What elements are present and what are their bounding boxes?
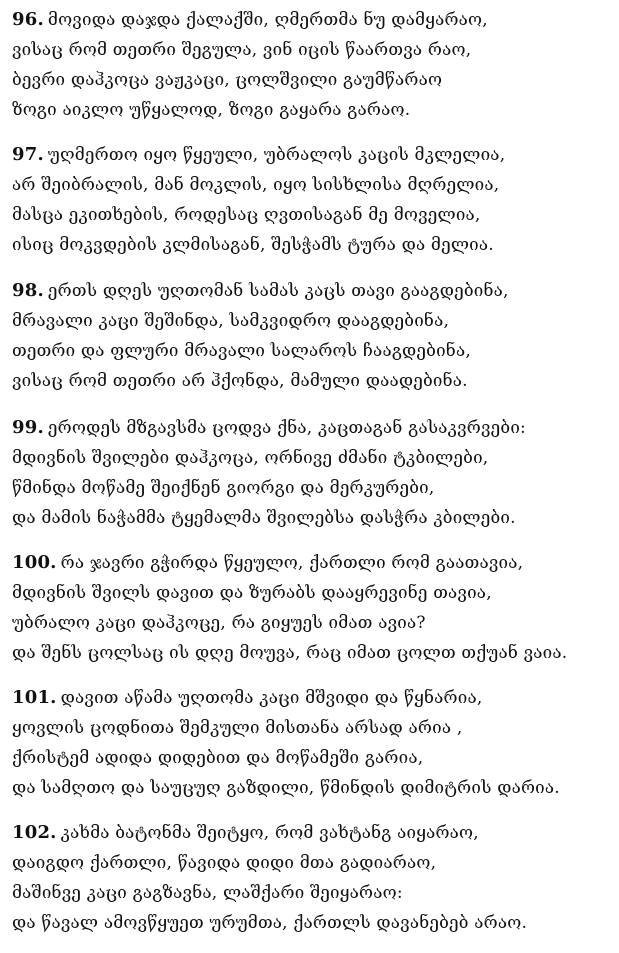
verse-text: ერთს დღეს უღთომან სამას კაცს თავი გააგდებინა,	[47, 281, 509, 301]
stanza-97	[12, 140, 612, 260]
verse-line: ვისაც რომ თეთრი შეგულა, ვინ იცის წაართვა რაო,	[12, 40, 472, 60]
verse-line	[12, 818, 612, 848]
verse-line	[12, 5, 612, 35]
verse-line: ყოვლის ცოდნითა შემკული მისთანა არსად არია ,	[12, 718, 463, 738]
verse-line: მაშინვე კაცი გაგზავნა, ლაშქარი შეიყარაო:	[12, 883, 403, 903]
verse-line: ბევრი დაჰკოცა ვაჟკაცი, ცოლშვილი გაუმწარაო	[12, 70, 443, 90]
verse-line	[12, 140, 612, 170]
stanza-number: 101.	[12, 687, 57, 708]
verse-text: უღმერთო იყო წყეული, უბრალოს კაცის მკლელია,	[47, 145, 506, 165]
verse-line	[12, 683, 612, 713]
verse-line: დაიგდო ქართლი, წავიდა დიდი მთა გადიარაო,	[12, 853, 437, 873]
verse-line	[12, 548, 612, 578]
verse-line: მასცა ეკითხების, როდესაც ღვთისაგან მე მოველია,	[12, 205, 481, 225]
verse-text: მოვიდა დაჯდა ქალაქში, ღმერთმა ნუ დამყარაო,	[47, 10, 488, 30]
stanza-99	[12, 413, 612, 533]
verse-line: წმინდა მოწამე შეიქნენ გიორგი და მერკურები,	[12, 478, 435, 498]
verse-line: ისიც მოკვდების კლმისაგან, შესჭამს ტურა და მელია.	[12, 235, 494, 255]
verse-text: ეროდეს მზგავსმა ცოდვა ქნა, კაცთაგან გასაკვრვები:	[47, 418, 526, 438]
verse-line: და შენს ცოლსაც ის დღე მოუვა, რაც იმათ ცოლთ თქუან ვაია.	[12, 643, 568, 663]
stanza-101	[12, 683, 612, 803]
verse-line: მრავალი კაცი შეშინდა, სამკვიდრო დააგდებინა,	[12, 311, 450, 331]
verse-line: მდივნის შვილს დავით და ზურაბს დააყრევინე თავია,	[12, 583, 492, 603]
verse-line: არ შეიბრალის, მან მოკლის, იყო სისხლისა მღრელია,	[12, 175, 500, 195]
verse-line	[12, 276, 612, 306]
verse-line: თეთრი და ფლური მრავალი სალაროს ჩააგდებინა,	[12, 341, 471, 361]
stanza-100	[12, 548, 612, 668]
verse-line: მდივნის შვილები დაჰკოცა, ორნივე ძმანი ტკბილები,	[12, 448, 489, 468]
verse-line: ვისაც რომ თეთრი არ ჰქონდა, მამული დაადებინა.	[12, 371, 468, 391]
verse-text: დავით აწამა უღთომა კაცი მშვიდი და წყნარია,	[60, 688, 483, 708]
verse-line: უბრალო კაცი დაჰკოცე, რა გიყუეს იმათ ავია?	[12, 613, 426, 633]
verse-line: და სამღთო და საუცუღ გაზდილი, წმინდის დიმიტრის დარია.	[12, 778, 560, 798]
stanza-102	[12, 818, 612, 938]
verse-line: ზოგი აიკლო უწყალოდ, ზოგი გაყარა გარაო.	[12, 100, 411, 120]
verse-line	[12, 413, 612, 443]
stanza-96	[12, 5, 612, 125]
stanza-number: 98.	[12, 280, 44, 301]
stanza-number: 97.	[12, 144, 44, 165]
stanza-98	[12, 276, 612, 396]
verse-text: კახმა ბატონმა შეიტყო, რომ ვახტანგ აიყარაო,	[60, 823, 479, 843]
stanza-number: 100.	[12, 552, 57, 573]
verse-line: და მამის ნაჭამმა ტყემალმა შვილებსა დასჭრა კბილები.	[12, 508, 516, 528]
stanza-number: 99.	[12, 417, 44, 438]
stanza-number: 102.	[12, 822, 57, 843]
verse-line: ქრისტემ ადიდა დიდებით და მოწამეში გარია,	[12, 748, 424, 768]
stanza-number: 96.	[12, 9, 44, 30]
verse-line: და წავალ ამოვწყუეთ ურუმთა, ქართლს დავანებებ არაო.	[12, 913, 528, 933]
verse-text: რა ჯავრი გჭირდა წყეულო, ქართლი რომ გაათავია,	[60, 553, 524, 573]
